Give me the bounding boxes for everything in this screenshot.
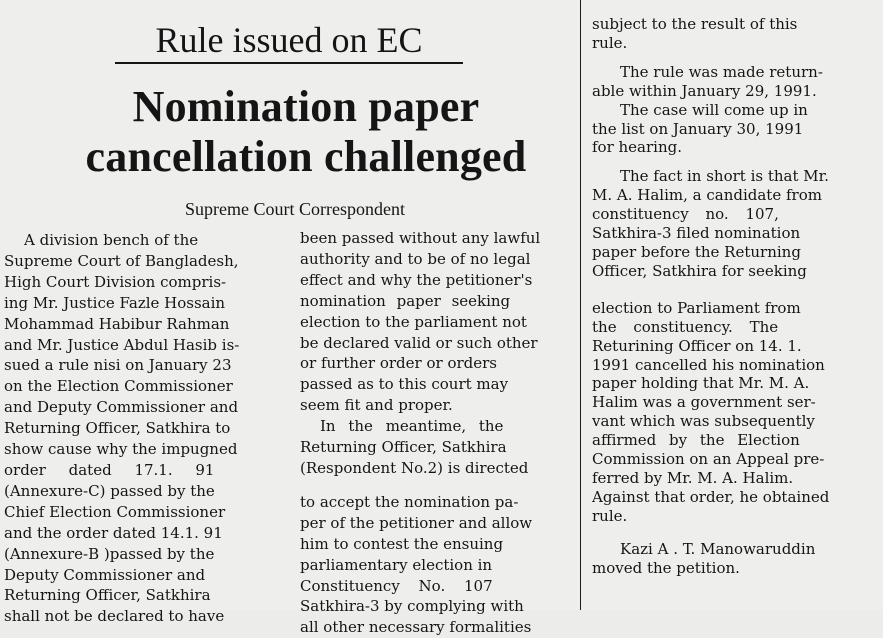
text-line: Kazi A . T. Manowaruddin: [620, 539, 816, 558]
kicker-headline: Rule issued on EC: [115, 18, 463, 64]
text-line: election to Parliament from: [592, 298, 801, 317]
text-line: (Annexure-C) passed by the: [4, 481, 215, 500]
text-line: Commission on an Appeal pre-: [592, 450, 825, 469]
text-line: Returning Officer, Satkhira to: [4, 419, 231, 438]
text-line: paper before the Returning: [592, 242, 801, 261]
text-line: and Mr. Justice Abdul Hasib is-: [4, 335, 240, 354]
text-line: Constituency No. 107: [300, 576, 493, 595]
text-line: parliamentary election in: [300, 555, 493, 574]
text-line: order dated 17.1. 91: [4, 460, 215, 479]
text-line: (Respondent No.2) is directed: [300, 458, 529, 477]
text-line: A division bench of the: [24, 231, 199, 249]
text-line: nomination paper seeking: [300, 291, 511, 310]
text-line: affirmed by the Election: [592, 431, 800, 450]
text-line: Chief Election Commissioner: [4, 502, 226, 521]
text-line: seem fit and proper.: [300, 396, 453, 415]
article-column-1: [4, 230, 276, 627]
text-line: and the order dated 14.1. 91: [4, 523, 223, 542]
text-line: subject to the result of this: [592, 15, 798, 33]
text-line: ferred by Mr. M. A. Halim.: [592, 468, 794, 487]
text-line: Deputy Commissioner and: [4, 565, 206, 584]
text-line: ing Mr. Justice Fazle Hossain: [4, 293, 226, 312]
text-line: passed as to this court may: [300, 375, 509, 394]
text-line: per of the petitioner and allow: [300, 513, 533, 532]
text-line: M. A. Halim, a candidate from: [592, 186, 822, 205]
text-line: Returning Officer, Satkhira: [300, 438, 507, 457]
text-line: The rule was made return-: [620, 62, 823, 81]
text-line: rule.: [592, 33, 628, 52]
text-line: The case will come up in: [620, 100, 808, 119]
text-line: authority and to be of no legal: [300, 249, 531, 268]
text-line: The fact in short is that Mr.: [620, 167, 829, 186]
text-line: on the Election Commissioner: [4, 377, 233, 396]
text-line: (Annexure-B )passed by the: [4, 544, 215, 563]
text-line: or further order or orders: [300, 354, 497, 373]
paragraph-gap: [300, 479, 570, 492]
paragraph-gap: [592, 157, 872, 167]
text-line: been passed without any lawful: [300, 229, 541, 247]
text-line: Against that order, he obtained: [592, 487, 830, 506]
text-line: rule.: [592, 506, 628, 525]
text-line: Mohammad Habibur Rahman: [4, 314, 230, 333]
text-line: Returining Officer on 14. 1.: [592, 336, 802, 355]
byline: Supreme Court Correspondent: [185, 199, 405, 219]
text-line: In the meantime, the: [320, 417, 504, 436]
text-line: sued a rule nisi on January 23: [4, 356, 232, 375]
text-line: and Deputy Commissioner and: [4, 398, 239, 417]
text-line: Halim was a government ser-: [592, 393, 816, 412]
article-column-2: [300, 228, 570, 638]
article-column-3: [592, 15, 872, 577]
headline-line: Nomination paper: [132, 82, 480, 131]
text-line: the list on January 30, 1991: [592, 119, 804, 138]
text-line: for hearing.: [592, 138, 682, 157]
paragraph-gap: [592, 281, 872, 299]
text-line: vant which was subsequently: [592, 412, 815, 431]
paragraph-gap: [592, 526, 872, 540]
text-line: Officer, Satkhira for seeking: [592, 261, 807, 280]
text-line: be declared valid or such other: [300, 333, 538, 352]
text-line: election to the parliament not: [300, 312, 527, 331]
paragraph-gap: [592, 53, 872, 63]
text-line: show cause why the impugned: [4, 440, 238, 459]
text-line: moved the petition.: [592, 558, 740, 577]
text-line: effect and why the petitioner's: [300, 270, 533, 289]
text-line: the constituency. The: [592, 317, 779, 336]
text-line: Satkhira-3 filed nomination: [592, 224, 801, 243]
text-line: Satkhira-3 by complying with: [300, 597, 524, 616]
text-line: Supreme Court of Bangladesh,: [4, 251, 239, 270]
text-line: him to contest the ensuing: [300, 534, 504, 553]
headline-line: cancellation challenged: [85, 132, 527, 181]
text-line: constituency no. 107,: [592, 205, 779, 224]
text-line: able within January 29, 1991.: [592, 81, 817, 100]
text-line: High Court Division compris-: [4, 272, 227, 291]
text-line: all other necessary formalities: [300, 618, 532, 637]
text-line: Returning Officer, Satkhira: [4, 586, 211, 605]
main-headline: [26, 82, 586, 182]
text-line: 1991 cancelled his nomination: [592, 355, 825, 374]
text-line: shall not be declared to have: [4, 607, 225, 626]
text-line: to accept the nomination pa-: [300, 492, 519, 511]
text-line: paper holding that Mr. M. A.: [592, 374, 810, 393]
